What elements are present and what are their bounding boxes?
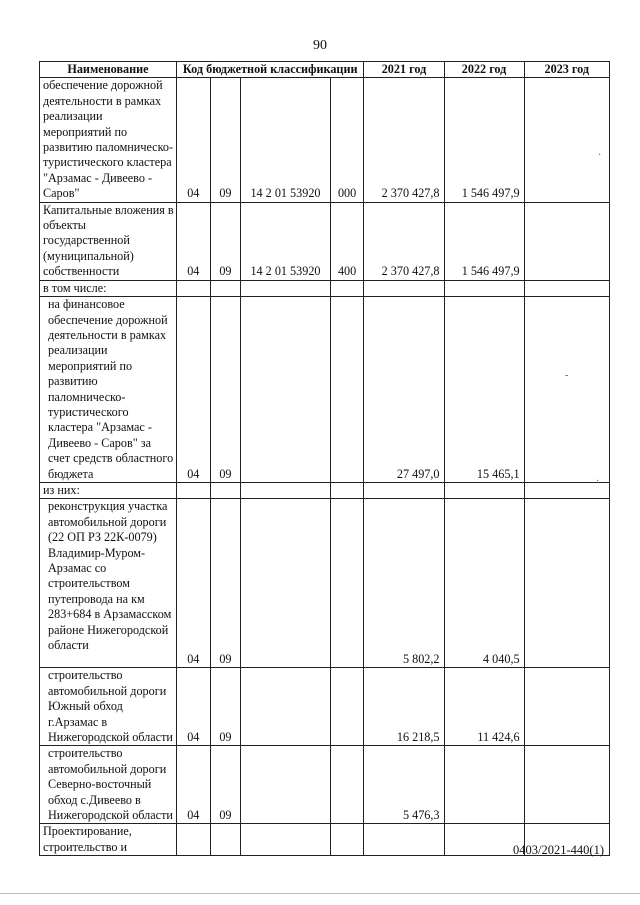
scan-speck: - xyxy=(565,370,569,381)
budget-table xyxy=(39,61,610,856)
row-2021: 5 476,3 xyxy=(364,746,444,824)
row-2023 xyxy=(524,202,609,280)
scan-speck: · xyxy=(596,476,600,487)
row-section: 04 xyxy=(176,78,210,202)
row-section: 04 xyxy=(176,202,210,280)
row-name: обеспечение дорожной деятельности в рамках реализации мероприятий по развитию паломническо-туристического кластера "Арзамас - Дивеево - Саров" xyxy=(40,78,177,202)
row-2022: 15 465,1 xyxy=(444,297,524,483)
row-2022: 1 546 497,9 xyxy=(444,202,524,280)
document-code: 0403/2021-440(1) xyxy=(513,843,604,857)
row-type xyxy=(330,297,364,483)
row-2021: 5 802,2 xyxy=(364,499,444,668)
row-type: 400 xyxy=(330,202,364,280)
row-name: реконструкция участка автомобильной дороги (22 ОП РЗ 22К-0079) Владимир-Муром-Арзамас со строительством путепровода на км 283+684 в Арзамасском районе Нижегородской области xyxy=(40,499,177,668)
row-subsection: 09 xyxy=(210,668,241,746)
row-subsection: 09 xyxy=(210,499,241,668)
row-name: из них: xyxy=(40,482,177,498)
row-2021: 2 370 427,8 xyxy=(364,202,444,280)
row-target xyxy=(241,297,331,483)
row-name: строительство автомобильной дороги Южный обход г.Арзамас в Нижегородской области xyxy=(40,668,177,746)
header-2022: 2022 год xyxy=(444,62,524,78)
page-number: 90 xyxy=(313,38,327,53)
row-name: Проектирование, строительство и xyxy=(40,824,177,856)
row-type: 000 xyxy=(330,78,364,202)
table-row xyxy=(40,280,610,296)
row-section: 04 xyxy=(176,499,210,668)
row-2021: 16 218,5 xyxy=(364,668,444,746)
row-name: строительство автомобильной дороги Северно-восточный обход с.Дивеево в Нижегородской области xyxy=(40,746,177,824)
row-2023 xyxy=(524,78,609,202)
row-target xyxy=(241,499,331,668)
row-2023 xyxy=(524,668,609,746)
row-name: на финансовое обеспечение дорожной деятельности в рамках реализации мероприятий по развитию паломническо-туристического кластера "Арзамас - Дивеево - Саров" за счет средств областного бюджета xyxy=(40,297,177,483)
row-2022 xyxy=(444,746,524,824)
row-target xyxy=(241,746,331,824)
row-subsection: 09 xyxy=(210,297,241,483)
row-2021: 2 370 427,8 xyxy=(364,78,444,202)
table-row xyxy=(40,297,610,483)
row-subsection: 09 xyxy=(210,202,241,280)
row-subsection: 09 xyxy=(210,746,241,824)
page-bottom-edge xyxy=(0,893,640,897)
row-type xyxy=(330,746,364,824)
table-row xyxy=(40,499,610,668)
row-type xyxy=(330,668,364,746)
header-name: Наименование xyxy=(40,62,177,78)
row-2023 xyxy=(524,297,609,483)
table-row xyxy=(40,746,610,824)
header-code: Код бюджетной классификации xyxy=(176,62,364,78)
row-target xyxy=(241,668,331,746)
row-section: 04 xyxy=(176,297,210,483)
row-target: 14 2 01 53920 xyxy=(241,78,331,202)
header-row xyxy=(40,62,610,78)
table-row xyxy=(40,668,610,746)
row-name: Капитальные вложения в объекты государственной (муниципальной) собственности xyxy=(40,202,177,280)
table-row xyxy=(40,202,610,280)
row-2022: 4 040,5 xyxy=(444,499,524,668)
header-2023: 2023 год xyxy=(524,62,609,78)
row-type xyxy=(330,499,364,668)
row-2022: 1 546 497,9 xyxy=(444,78,524,202)
row-2023 xyxy=(524,499,609,668)
table-row xyxy=(40,78,610,202)
row-2021: 27 497,0 xyxy=(364,297,444,483)
row-section: 04 xyxy=(176,746,210,824)
row-2023 xyxy=(524,746,609,824)
row-target: 14 2 01 53920 xyxy=(241,202,331,280)
row-2022: 11 424,6 xyxy=(444,668,524,746)
row-name: в том числе: xyxy=(40,280,177,296)
table-row xyxy=(40,482,610,498)
scan-speck: · xyxy=(598,150,602,161)
header-2021: 2021 год xyxy=(364,62,444,78)
row-subsection: 09 xyxy=(210,78,241,202)
row-section: 04 xyxy=(176,668,210,746)
